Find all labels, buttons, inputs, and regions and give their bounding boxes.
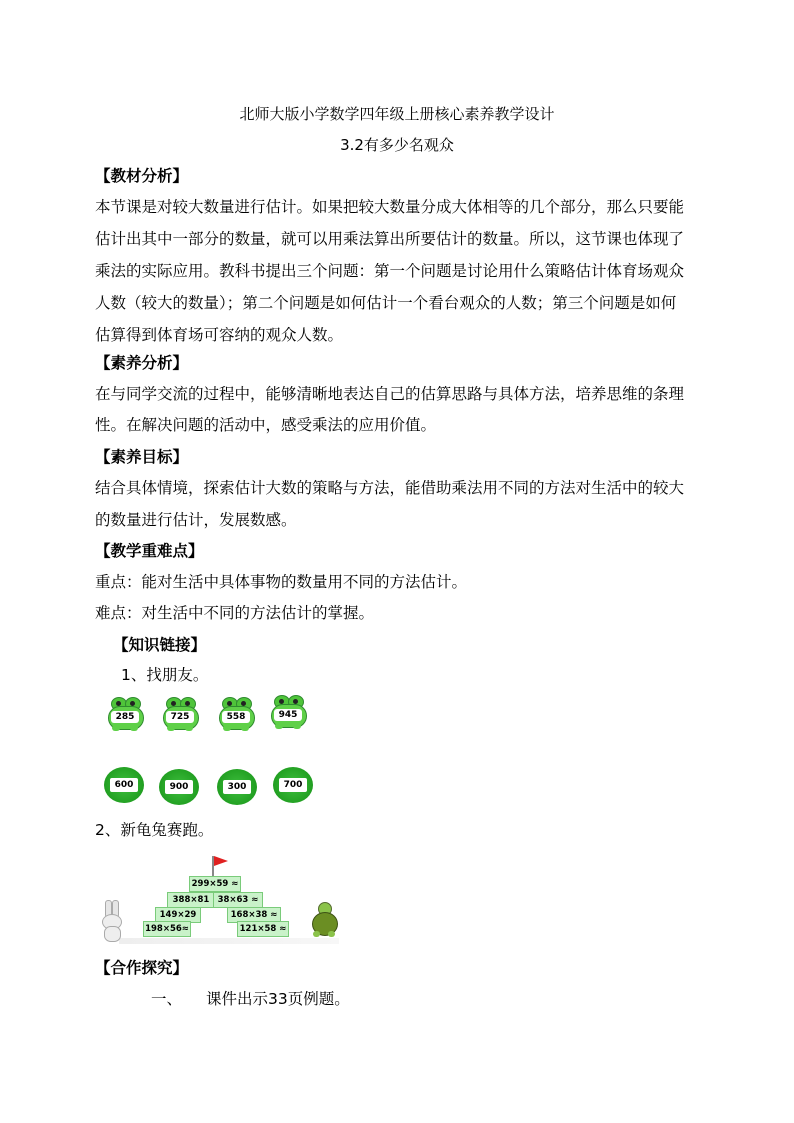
- lily-pad: [217, 769, 257, 805]
- lily-pad: [273, 767, 313, 803]
- link-heading: 【知识链接】: [113, 636, 207, 654]
- equation-block: 121×58 ≈: [237, 921, 289, 937]
- analysis-line: 人数（较大的数量）；第二个问题是如何估计一个看台观众的人数；第三个问题是如何: [95, 294, 677, 312]
- key-point: 重点：能对生活中具体事物的数量用不同的方法估计。: [95, 573, 468, 591]
- analysis-line: 估计出其中一部分的数量，就可以用乘法算出所要估计的数量。所以，这节课也体现了: [95, 230, 685, 248]
- equation-block: 168×38 ≈: [227, 907, 281, 923]
- frog-card: [268, 695, 308, 729]
- frog-card: [105, 697, 145, 731]
- frog-number: 285: [111, 711, 139, 723]
- explore-item-text: 课件出示33页例题。: [206, 990, 350, 1008]
- analysis-line: 估算得到体育场可容纳的观众人数。: [95, 326, 344, 344]
- pad-number: 600: [110, 778, 138, 792]
- flag-icon: [214, 856, 228, 866]
- goal-line: 结合具体情境，探索估计大数的策略与方法，能借助乘法用不同的方法对生活中的较大: [95, 479, 685, 497]
- document-title: 北师大版小学数学四年级上册核心素养教学设计: [239, 105, 555, 123]
- frog-card: [216, 697, 256, 731]
- equation-block: 38×63 ≈: [213, 892, 263, 908]
- pad-number: 700: [279, 778, 307, 792]
- analysis-heading: 【教材分析】: [95, 167, 189, 185]
- key-heading: 【教学重难点】: [95, 542, 204, 560]
- equation-block: 299×59 ≈: [189, 876, 241, 892]
- literacy-line: 性。在解决问题的活动中，感受乘法的应用价值。: [95, 416, 437, 434]
- race-illustration: [99, 852, 344, 947]
- frog-number: 945: [274, 709, 302, 721]
- rabbit-icon: [99, 900, 123, 940]
- literacy-line: 在与同学交流的过程中，能够清晰地表达自己的估算思路与具体方法，培养思维的条理: [95, 385, 685, 403]
- frog-number: 725: [166, 711, 194, 723]
- lily-pad: [159, 769, 199, 805]
- pad-number: 300: [223, 780, 251, 794]
- analysis-line: 乘法的实际应用。教科书提出三个问题：第一个问题是讨论用什么策略估计体育场观众: [95, 262, 685, 280]
- frog-number: 558: [222, 711, 250, 723]
- explore-item-number: 一、: [151, 990, 183, 1008]
- race-title: 2、新龟兔赛跑。: [95, 821, 214, 839]
- lily-pad: [104, 767, 144, 803]
- goal-heading: 【素养目标】: [95, 448, 189, 466]
- analysis-line: 本节课是对较大数量进行估计。如果把较大数量分成大体相等的几个部分，那么只要能: [95, 198, 685, 216]
- find-friends-title: 1、找朋友。: [121, 666, 209, 684]
- equation-block: 198×56≈: [143, 921, 191, 937]
- goal-line: 的数量进行估计，发展数感。: [95, 511, 297, 529]
- equation-block: 388×81: [167, 892, 215, 908]
- lesson-title: 3.2有多少名观众: [340, 136, 454, 154]
- frog-card: [160, 697, 200, 731]
- pad-number: 900: [165, 780, 193, 794]
- explore-heading: 【合作探究】: [95, 959, 189, 977]
- difficult-point: 难点：对生活中不同的方法估计的掌握。: [95, 604, 375, 622]
- turtle-icon: [309, 902, 339, 938]
- literacy-heading: 【素养分析】: [95, 354, 189, 372]
- equation-block: 149×29: [155, 907, 201, 923]
